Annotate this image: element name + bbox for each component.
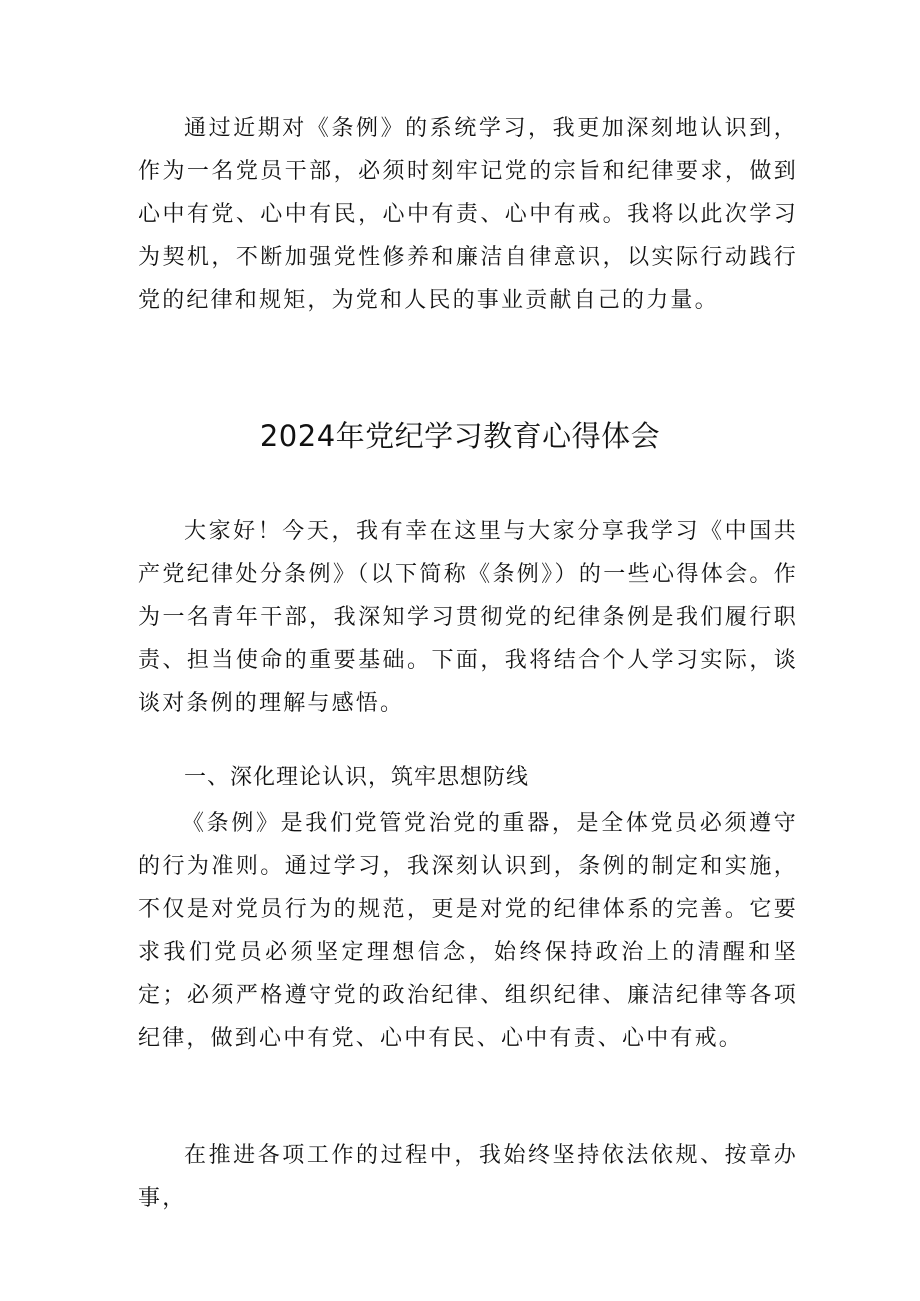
body-paragraph: 通过近期对《条例》的系统学习，我更加深刻地认识到，作为一名党员干部，必须时刻牢记党的宗旨和纪律要求，做到心中有党、心中有民，心中有责、心中有戒。我将以此次学习为契机，不断加强党性修养和廉洁自律意识，以实际行动践行党的纪律和规矩，为党和人民的事业贡献自己的力量。: [138, 116, 798, 313]
section-heading: 一、深化理论认识，筑牢思想防线: [184, 765, 530, 790]
document-title: 2024年党纪学习教育心得体会: [259, 419, 661, 453]
body-paragraph: 《条例》是我们党管党治党的重器，是全体党员必须遵守的行为准则。通过学习，我深刻认识到，条例的制定和实施，不仅是对党员行为的规范，更是对党的纪律体系的完善。它要求我们党员必须坚定理想信念，始终保持政治上的清醒和坚定；必须严格遵守党的政治纪律、组织纪律、廉洁纪律等各项纪律，做到心中有党、心中有民、心中有责、心中有戒。: [138, 811, 798, 1051]
intro-paragraph: 大家好！今天，我有幸在这里与大家分享我学习《中国共产党纪律处分条例》（以下简称《条例》）的一些心得体会。作为一名青年干部，我深知学习贯彻党的纪律条例是我们履行职责、担当使命的重要基础。下面，我将结合个人学习实际，谈谈对条例的理解与感悟。: [138, 519, 798, 716]
body-paragraph: 在推进各项工作的过程中，我始终坚持依法依规、按章办事，: [138, 1143, 798, 1211]
